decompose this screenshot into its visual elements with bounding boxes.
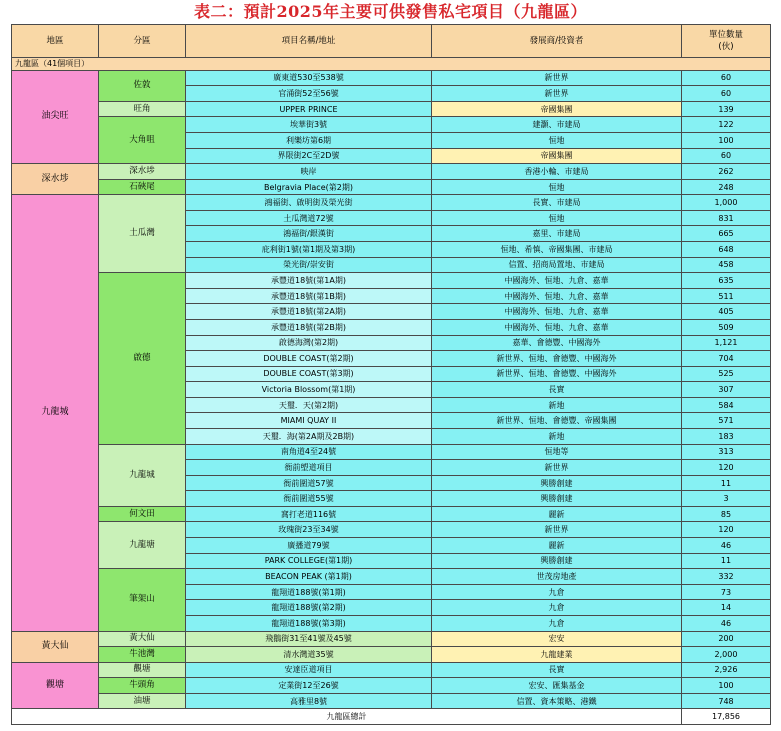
header-row <box>12 25 771 58</box>
units-cell: 313 <box>682 444 771 460</box>
developer-cell: 新世界、恒地、會德豐、帝國集團 <box>432 413 682 429</box>
units-cell: 46 <box>682 538 771 554</box>
subdistrict-cell: 牛頭角 <box>99 678 186 694</box>
header-developer: 發展商/投資者 <box>432 25 682 58</box>
project-cell: 天璽．海(第2A期及2B期) <box>186 428 432 444</box>
developer-cell: 恒地、希慎、帝國集團、市建局 <box>432 242 682 258</box>
header-subdistrict: 分區 <box>99 25 186 58</box>
project-cell: 清水灣道35號 <box>186 647 432 663</box>
project-cell: Victoria Blossom(第1期) <box>186 382 432 398</box>
project-cell: 埃華街3號 <box>186 117 432 133</box>
units-cell: 1,121 <box>682 335 771 351</box>
table-row <box>12 678 771 694</box>
developer-cell: 帝國集團 <box>432 148 682 164</box>
table-row <box>12 70 771 86</box>
district-cell: 深水埗 <box>12 164 99 195</box>
developer-cell: 建灝、市建局 <box>432 117 682 133</box>
project-cell: 映岸 <box>186 164 432 180</box>
units-cell: 11 <box>682 553 771 569</box>
project-cell: 土瓜灣道72號 <box>186 210 432 226</box>
developer-cell: 新世界 <box>432 86 682 102</box>
units-cell: 665 <box>682 226 771 242</box>
subdistrict-cell: 觀塘 <box>99 662 186 678</box>
developer-cell: 中國海外、恒地、九倉、嘉華 <box>432 319 682 335</box>
subdistrict-cell: 啟德 <box>99 273 186 444</box>
subdistrict-cell: 黃大仙 <box>99 631 186 647</box>
units-cell: 831 <box>682 210 771 226</box>
units-cell: 525 <box>682 366 771 382</box>
units-cell: 571 <box>682 413 771 429</box>
subdistrict-cell: 大角咀 <box>99 117 186 164</box>
table-row <box>12 195 771 211</box>
district-cell: 黃大仙 <box>12 631 99 662</box>
project-cell: 庇利街1號(第1期及第3期) <box>186 242 432 258</box>
developer-cell: 麗新 <box>432 538 682 554</box>
project-cell: 龍翔道188號(第3期) <box>186 615 432 631</box>
units-cell: 332 <box>682 569 771 585</box>
project-cell: UPPER PRINCE <box>186 101 432 117</box>
units-cell: 704 <box>682 351 771 367</box>
table-row <box>12 631 771 647</box>
developer-cell: 恒地 <box>432 210 682 226</box>
units-cell: 120 <box>682 460 771 476</box>
developer-cell: 興勝創建 <box>432 491 682 507</box>
project-cell: 高雅里8號 <box>186 693 432 709</box>
developer-cell: 新世界、恒地、會德豐、中國海外 <box>432 366 682 382</box>
projects-table <box>11 24 771 725</box>
table-row <box>12 444 771 460</box>
developer-cell: 九龍建業 <box>432 647 682 663</box>
project-cell: DOUBLE COAST(第2期) <box>186 351 432 367</box>
units-cell: 1,000 <box>682 195 771 211</box>
table-row <box>12 662 771 678</box>
units-cell: 120 <box>682 522 771 538</box>
units-cell: 262 <box>682 164 771 180</box>
developer-cell: 恒地 <box>432 179 682 195</box>
subdistrict-cell: 旺角 <box>99 101 186 117</box>
table-row <box>12 164 771 180</box>
project-cell: 榮光街/崇安街 <box>186 257 432 273</box>
project-cell: 玫瑰街23至34號 <box>186 522 432 538</box>
table-row <box>12 522 771 538</box>
units-cell: 11 <box>682 475 771 491</box>
table-row <box>12 569 771 585</box>
table-row <box>12 273 771 289</box>
subdistrict-cell: 佐敦 <box>99 70 186 101</box>
units-cell: 511 <box>682 288 771 304</box>
header-project: 項目名稱/地址 <box>186 25 432 58</box>
developer-cell: 宏安、匯集基金 <box>432 678 682 694</box>
project-cell: 天璽．天(第2期) <box>186 397 432 413</box>
units-cell: 139 <box>682 101 771 117</box>
developer-cell: 中國海外、恒地、九倉、嘉華 <box>432 304 682 320</box>
subdistrict-cell: 牛池灣 <box>99 647 186 663</box>
units-cell: 60 <box>682 70 771 86</box>
total-row <box>12 709 771 725</box>
district-cell: 觀塘 <box>12 662 99 709</box>
project-cell: 承豐道18號(第2B期) <box>186 319 432 335</box>
subdistrict-cell: 土瓜灣 <box>99 195 186 273</box>
header-district: 地區 <box>12 25 99 58</box>
project-cell: 官涌街52至56號 <box>186 86 432 102</box>
subdistrict-cell: 九龍塘 <box>99 522 186 569</box>
developer-cell: 帝國集團 <box>432 101 682 117</box>
total-units: 17,856 <box>682 709 771 725</box>
developer-cell: 新地 <box>432 397 682 413</box>
developer-cell: 新世界 <box>432 460 682 476</box>
developer-cell: 長實 <box>432 382 682 398</box>
total-label: 九龍區總計 <box>12 709 682 725</box>
developer-cell: 新地 <box>432 428 682 444</box>
project-cell: 廣播道79號 <box>186 538 432 554</box>
subdistrict-cell: 油塘 <box>99 693 186 709</box>
developer-cell: 九倉 <box>432 584 682 600</box>
units-cell: 3 <box>682 491 771 507</box>
table-row <box>12 647 771 663</box>
units-cell: 248 <box>682 179 771 195</box>
header-units: 單位數量 (伙) <box>682 25 771 58</box>
data-rows <box>12 70 771 709</box>
project-cell: 飛鵝街31至41號及45號 <box>186 631 432 647</box>
project-cell: 龍翔道188號(第2期) <box>186 600 432 616</box>
project-cell: 利樂坊第6期 <box>186 133 432 149</box>
table-row <box>12 693 771 709</box>
units-cell: 60 <box>682 148 771 164</box>
project-cell: 承豐道18號(第1A期) <box>186 273 432 289</box>
project-cell: 鴻福街/銀漢街 <box>186 226 432 242</box>
units-cell: 509 <box>682 319 771 335</box>
developer-cell: 長實 <box>432 662 682 678</box>
units-cell: 405 <box>682 304 771 320</box>
developer-cell: 香港小輪、市建局 <box>432 164 682 180</box>
district-cell: 油尖旺 <box>12 70 99 163</box>
units-cell: 85 <box>682 506 771 522</box>
developer-cell: 興勝創建 <box>432 475 682 491</box>
developer-cell: 中國海外、恒地、九倉、嘉華 <box>432 273 682 289</box>
developer-cell: 恒地等 <box>432 444 682 460</box>
units-cell: 648 <box>682 242 771 258</box>
district-cell: 九龍城 <box>12 195 99 631</box>
units-cell: 73 <box>682 584 771 600</box>
table-row <box>12 179 771 195</box>
subdistrict-cell: 石硤尾 <box>99 179 186 195</box>
developer-cell: 中國海外、恒地、九倉、嘉華 <box>432 288 682 304</box>
project-cell: 廣東道530至538號 <box>186 70 432 86</box>
developer-cell: 世茂房地產 <box>432 569 682 585</box>
project-cell: Belgravia Place(第2期) <box>186 179 432 195</box>
project-cell: 鴻福街、啟明街及榮光街 <box>186 195 432 211</box>
developer-cell: 宏安 <box>432 631 682 647</box>
project-cell: 安達臣道項目 <box>186 662 432 678</box>
section-label: 九龍區（41個項目） <box>12 58 771 70</box>
table-row <box>12 117 771 133</box>
project-cell: DOUBLE COAST(第3期) <box>186 366 432 382</box>
units-cell: 14 <box>682 600 771 616</box>
units-cell: 100 <box>682 678 771 694</box>
project-cell: 南角道4至24號 <box>186 444 432 460</box>
subdistrict-cell: 筆架山 <box>99 569 186 631</box>
units-cell: 307 <box>682 382 771 398</box>
units-cell: 183 <box>682 428 771 444</box>
developer-cell: 麗新 <box>432 506 682 522</box>
units-cell: 100 <box>682 133 771 149</box>
units-cell: 458 <box>682 257 771 273</box>
subdistrict-cell: 九龍城 <box>99 444 186 506</box>
units-cell: 748 <box>682 693 771 709</box>
table-row <box>12 101 771 117</box>
developer-cell: 新世界 <box>432 70 682 86</box>
project-cell: 承豐道18號(第1B期) <box>186 288 432 304</box>
project-cell: 承豐道18號(第2A期) <box>186 304 432 320</box>
project-cell: 界限街2C至2D號 <box>186 148 432 164</box>
developer-cell: 新世界 <box>432 522 682 538</box>
project-cell: 啟德海灣(第2期) <box>186 335 432 351</box>
developer-cell: 興勝創建 <box>432 553 682 569</box>
units-cell: 200 <box>682 631 771 647</box>
project-cell: BEACON PEAK (第1期) <box>186 569 432 585</box>
units-cell: 635 <box>682 273 771 289</box>
units-cell: 60 <box>682 86 771 102</box>
units-cell: 2,000 <box>682 647 771 663</box>
project-cell: 衙前圍道57號 <box>186 475 432 491</box>
project-cell: 衙前圍道55號 <box>186 491 432 507</box>
developer-cell: 九倉 <box>432 600 682 616</box>
project-cell: 窩打老道116號 <box>186 506 432 522</box>
section-row <box>12 58 771 70</box>
units-cell: 2,926 <box>682 662 771 678</box>
developer-cell: 長實、市建局 <box>432 195 682 211</box>
units-cell: 584 <box>682 397 771 413</box>
developer-cell: 嘉里、市建局 <box>432 226 682 242</box>
table-title: 表二：預計2025年主要可供發售私宅項目（九龍區） <box>193 2 588 21</box>
developer-cell: 恒地 <box>432 133 682 149</box>
subdistrict-cell: 何文田 <box>99 506 186 522</box>
table-row <box>12 506 771 522</box>
units-cell: 122 <box>682 117 771 133</box>
developer-cell: 信置、資本策略、港鐵 <box>432 693 682 709</box>
project-cell: 定業街12至26號 <box>186 678 432 694</box>
project-cell: 衙前塱道項目 <box>186 460 432 476</box>
project-cell: 龍翔道188號(第1期) <box>186 584 432 600</box>
developer-cell: 嘉華、會德豐、中國海外 <box>432 335 682 351</box>
subdistrict-cell: 深水埗 <box>99 164 186 180</box>
developer-cell: 新世界、恒地、會德豐、中國海外 <box>432 351 682 367</box>
project-cell: PARK COLLEGE(第1期) <box>186 553 432 569</box>
developer-cell: 信置、招商局置地、市建局 <box>432 257 682 273</box>
developer-cell: 九倉 <box>432 615 682 631</box>
units-cell: 46 <box>682 615 771 631</box>
project-cell: MIAMI QUAY II <box>186 413 432 429</box>
